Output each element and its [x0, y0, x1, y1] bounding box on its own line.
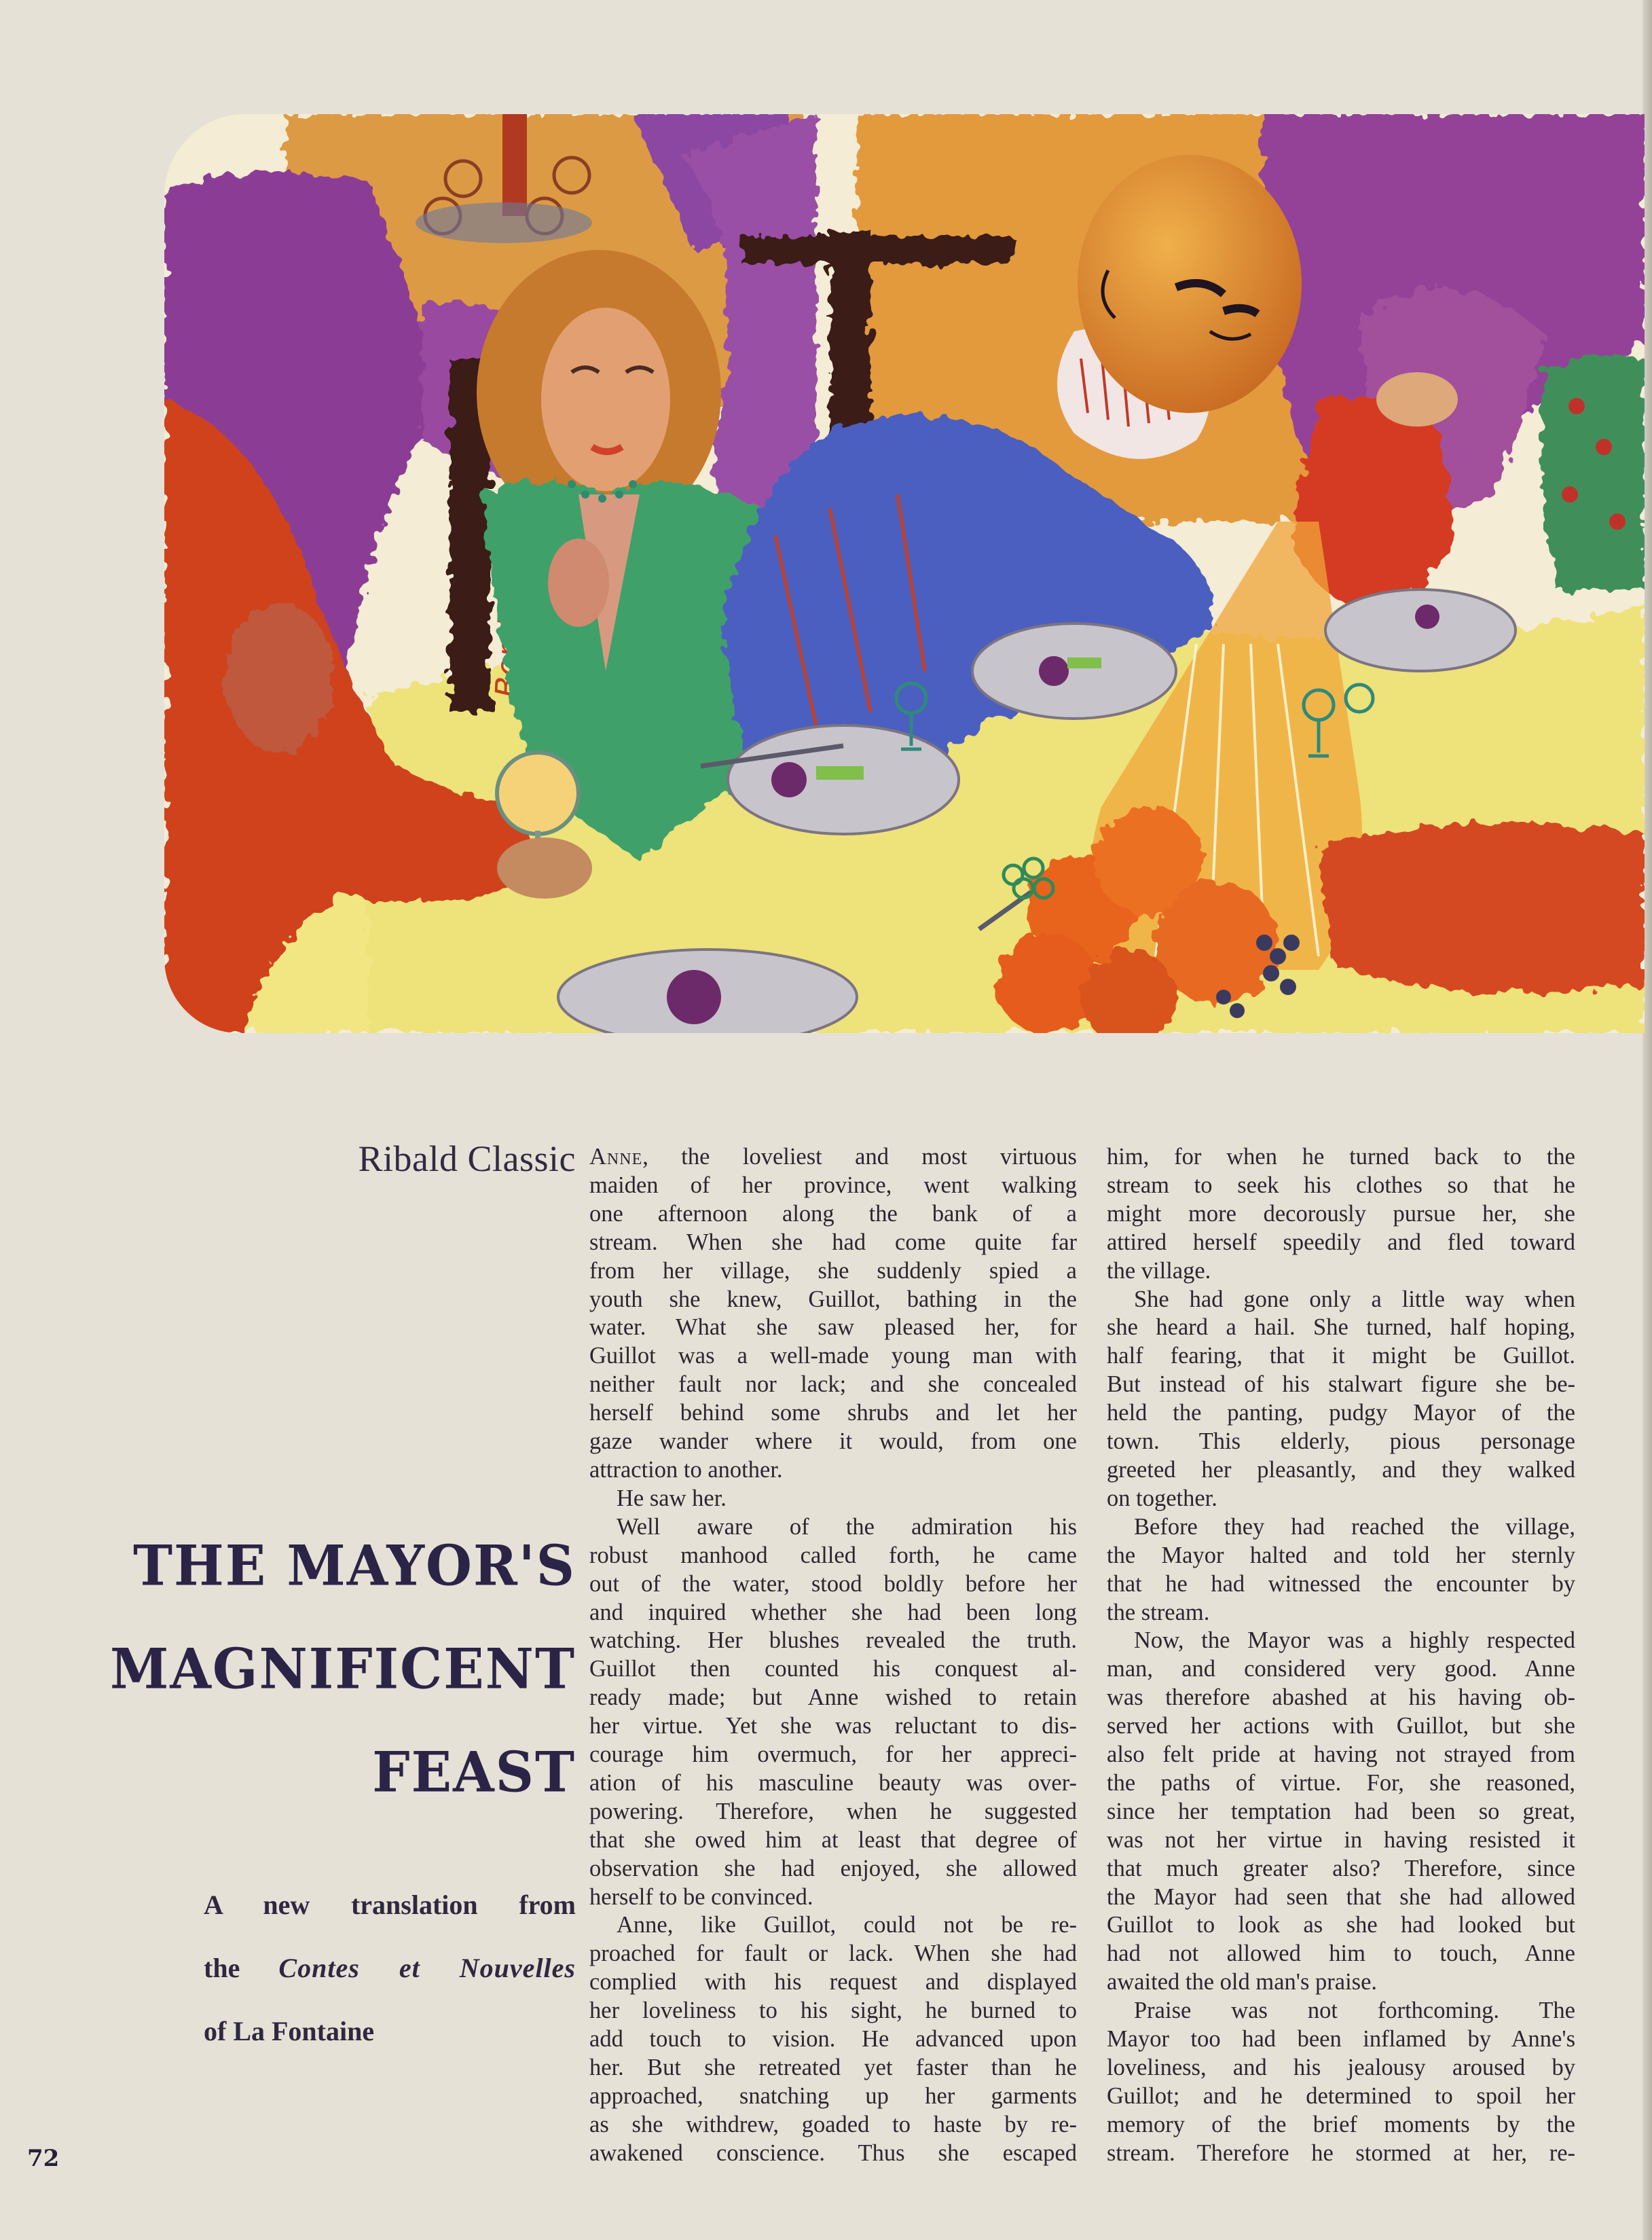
text-line: robust manhood called forth, he came [589, 1542, 1077, 1568]
article-paragraph [1107, 1627, 1575, 1997]
text-line: Mayor too had been inflamed by Anne's [1107, 2026, 1575, 2053]
text-line: Anne, the loveliest and most virtuous [589, 1144, 1077, 1170]
text-line: herself behind some shrubs and let her [589, 1400, 1077, 1426]
text-line: Praise was not forthcoming. The [1134, 1998, 1575, 2024]
text-line: maiden of her province, went walking [589, 1172, 1077, 1198]
text-line: on together. [1107, 1485, 1217, 1511]
text-line: might more decorously pursue her, she [1107, 1200, 1575, 1227]
text-line: complied with his request and displayed [589, 1969, 1077, 1995]
text-line: and inquired whether she had been long [589, 1599, 1077, 1625]
text-line: herself to be convinced. [589, 1883, 813, 1910]
article-column-2 [1107, 1143, 1575, 2168]
text-line: her. But she retreated yet faster than he [589, 2055, 1077, 2080]
text-line: that she owed him at least that degree of [589, 1826, 1077, 1853]
illustration-painting [164, 114, 1645, 1033]
text-line: stream. When she had come quite far [589, 1229, 1077, 1255]
source-work-title: Contes et Nouvelles [278, 1953, 576, 1983]
article-column-1 [589, 1143, 1077, 2168]
text-line: Guillot to look as she had looked but [1107, 1912, 1575, 1938]
text-line: that he had witnessed the encounter by [1107, 1570, 1575, 1597]
text-line: also felt pride at having not strayed from [1107, 1741, 1575, 1768]
text-line: half fearing, that it might be Guillot. [1107, 1343, 1575, 1369]
text-line: was therefore abashed at his having ob- [1107, 1684, 1575, 1711]
text-line: youth she knew, Guillot, bathing in the [589, 1286, 1077, 1312]
text-line: loveliness, and his jealousy aroused by [1107, 2055, 1575, 2080]
text-line: proached for fault or lack. When she had [589, 1940, 1077, 1967]
text-line: the Mayor halted and told her sternly [1107, 1542, 1575, 1568]
text-line: awaited the old man's praise. [1107, 1969, 1378, 1995]
text-line: the stream. [1107, 1599, 1210, 1625]
text-line: add touch to vision. He advanced upon [589, 2026, 1077, 2053]
title-line-3: FEAST [372, 1739, 576, 1805]
article-paragraph [1107, 1143, 1575, 1286]
article-title [102, 1515, 576, 1824]
text-line: out of the water, stood boldly before her [589, 1570, 1077, 1597]
text-line: town. This elderly, pious personage [1107, 1428, 1575, 1455]
article-paragraph [1107, 1286, 1575, 1513]
text-line: water. What she saw pleased her, for [589, 1314, 1077, 1341]
text-line: courage him overmuch, for her appreci- [589, 1741, 1077, 1768]
text-line: She had gone only a little way when [1134, 1286, 1575, 1312]
subtitle-line-1: A new translation from [204, 1890, 576, 1920]
text-line: from her village, she suddenly spied a [589, 1257, 1077, 1284]
text-line: her virtue. Yet she was reluctant to dis- [589, 1713, 1077, 1739]
text-line: the village. [1107, 1257, 1211, 1284]
text-line: Guillot; and he determined to spoil her [1107, 2082, 1575, 2109]
text-line: Now, the Mayor was a highly respected [1134, 1627, 1575, 1654]
text-line: Guillot was a well-made young man with [589, 1343, 1077, 1369]
article-subtitle [204, 1873, 576, 2063]
text-line: one afternoon along the bank of a [589, 1200, 1077, 1227]
text-line: the paths of virtue. For, she reasoned, [1107, 1769, 1575, 1796]
text-line: Before they had reached the village, [1134, 1513, 1575, 1540]
text-line: Well aware of the admiration his [617, 1513, 1077, 1540]
text-line: man, and considered very good. Anne [1107, 1656, 1575, 1682]
text-line: stream to seek his clothes so that he [1107, 1172, 1575, 1198]
text-line: stream. Therefore he stormed at her, re- [1107, 2139, 1575, 2166]
text-line: her loveliness to his sight, he burned to [589, 1998, 1077, 2024]
text-line: that much greater also? Therefore, since [1107, 1855, 1575, 1881]
text-line: she heard a hail. She turned, half hoping, [1107, 1314, 1575, 1341]
text-line: memory of the brief moments by the [1107, 2111, 1575, 2137]
text-line: served her actions with Guillot, but she [1107, 1713, 1575, 1739]
text-line: had not allowed him to touch, Anne [1107, 1940, 1575, 1967]
title-line-1: THE MAYOR'S [133, 1533, 576, 1599]
text-line: powering. Therefore, when he suggested [589, 1798, 1077, 1824]
text-line: attraction to another. [589, 1456, 783, 1483]
text-line: Anne, like Guillot, could not be re- [617, 1912, 1077, 1938]
text-line: the Mayor had seen that she had allowed [1107, 1883, 1575, 1910]
article-paragraph [589, 1911, 1077, 2167]
text-line: He saw her. [617, 1485, 727, 1511]
text-line: attired herself speedily and fled toward [1107, 1229, 1575, 1255]
text-line: approached, snatching up her garments [589, 2082, 1077, 2109]
text-line: observation she had enjoyed, she allowed [589, 1855, 1077, 1881]
article-paragraph [589, 1513, 1077, 1912]
subtitle-line-3: of La Fontaine [204, 2016, 375, 2046]
section-kicker: Ribald Classic [358, 1138, 576, 1179]
text-line: Guillot then counted his conquest al- [589, 1656, 1077, 1682]
text-line: awakened conscience. Thus she escaped [589, 2139, 1077, 2166]
text-line: watching. Her blushes revealed the truth. [589, 1627, 1077, 1654]
text-line: was not her virtue in having resisted it [1107, 1826, 1575, 1853]
article-paragraph [589, 1143, 1077, 1485]
article-paragraph [1107, 1513, 1575, 1627]
text-line: him, for when he turned back to the [1107, 1144, 1575, 1170]
title-line-2: MAGNIFICENT [110, 1636, 576, 1702]
text-line: greeted her pleasantly, and they walked [1107, 1456, 1575, 1483]
article-paragraph [1107, 1997, 1575, 2167]
subtitle-line-2: the Contes et Nouvelles [204, 1953, 576, 1983]
text-line: held the panting, pudgy Mayor of the [1107, 1400, 1575, 1426]
text-line: ation of his masculine beauty was over- [589, 1769, 1077, 1796]
lead-word: Anne [589, 1144, 643, 1170]
text-line: neither fault nor lack; and she concealed [589, 1371, 1077, 1398]
text-line: gaze wander where it would, from one [589, 1428, 1077, 1455]
article-paragraph [589, 1485, 1077, 1513]
feast-illustration [164, 114, 1645, 1033]
text-line: since her temptation had been so great, [1107, 1798, 1575, 1824]
page-number: 72 [27, 2145, 60, 2172]
text-line: But instead of his stalwart figure she be- [1107, 1371, 1575, 1398]
text-line: as she withdrew, goaded to haste by re- [589, 2111, 1077, 2137]
text-line: ready made; but Anne wished to retain [589, 1684, 1077, 1711]
